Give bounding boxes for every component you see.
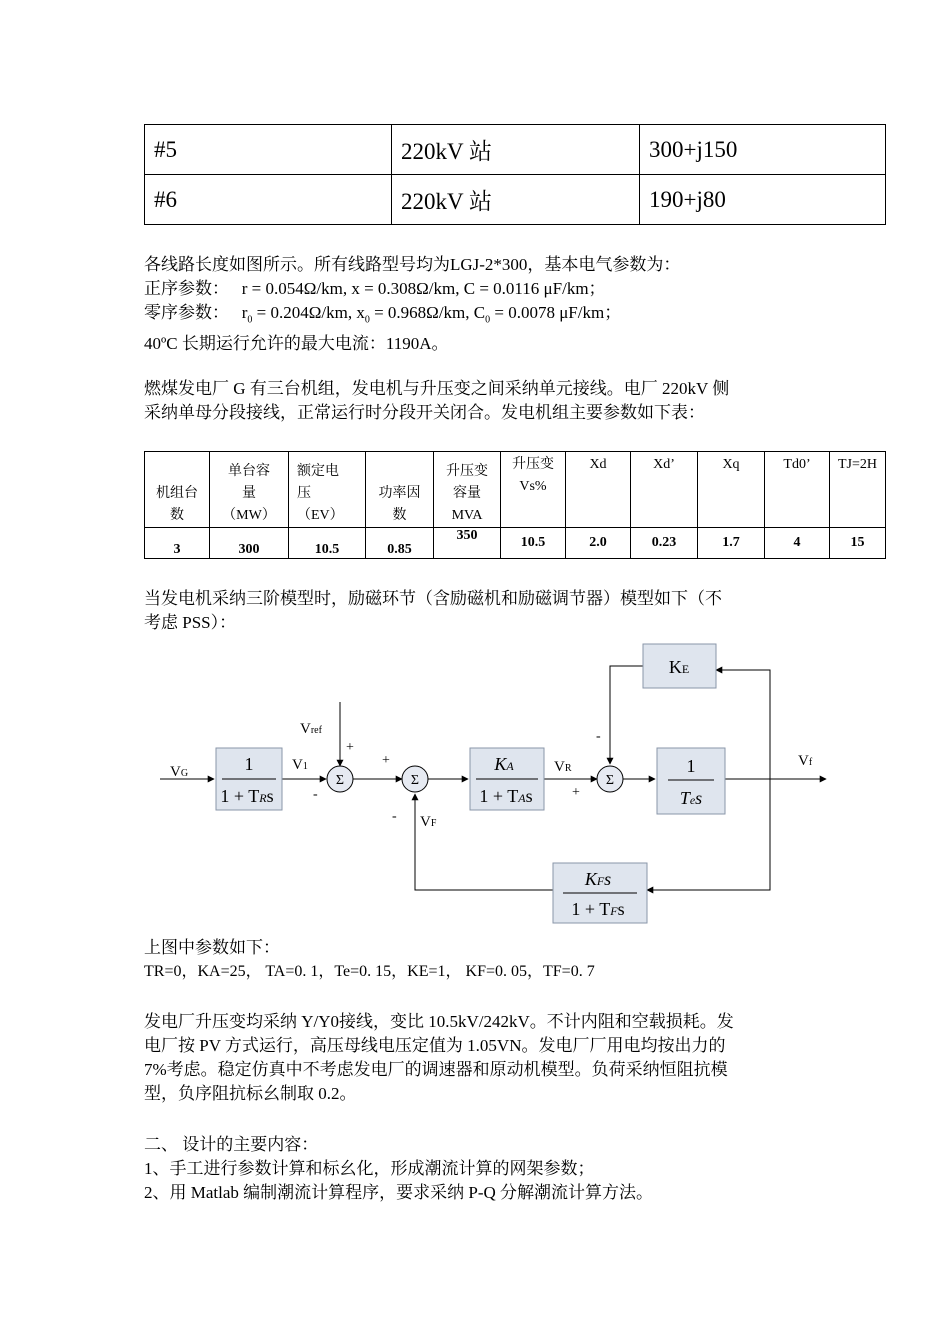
value-cell: 0.85 [366,528,434,559]
zero-r-sub: 0 [247,314,253,326]
params-paragraph [144,936,595,984]
sum-junction-2 [402,766,428,792]
zero-label: 零序参数： [144,303,229,322]
sign-labels [313,729,601,824]
vf-feedback-label: VF [420,814,437,830]
vg-label: VG [170,764,189,780]
sigma-symbol: Σ [410,773,420,788]
transformer-line: 发电厂升压变均采纳 Y/Y0接线，变比 10.5kV/242kV。不计内阻和空载损耗。发 [144,1012,734,1031]
pos-values: r = 0.054Ω/km, x = 0.308Ω/km, C = 0.0116 μF/km； [241,279,606,298]
excitation-block-diagram [150,636,840,928]
value-cell: 4 [765,528,830,559]
design-heading: 二、 设计的主要内容： [144,1135,319,1154]
vf-output-label: Vf [798,753,813,769]
table-cell: 220kV 站 [392,125,640,175]
value-cell: 0.23 [631,528,698,559]
zero-r: r [241,303,248,322]
table-cell: 300+j150 [640,125,886,175]
table-row [145,175,886,225]
zero-c-val: = 0.0078 μF/km； [490,303,622,322]
zero-x-sub: 0 [364,314,370,326]
minus-sign: - [313,787,318,802]
header-cell: Xq [698,452,765,528]
generator-table [144,451,886,559]
design-item: 1、手工进行参数计算和标幺化，形成潮流计算的网架参数； [144,1159,595,1178]
header-cell: Td0’ [765,452,830,528]
table-cell: 220kV 站 [392,175,640,225]
svg-text:1 + TFs: 1 + TFs [571,899,625,919]
max-current-line: 40ºC 长期运行允许的最大电流：1190A。 [144,334,449,354]
sigma-symbol: Σ [605,773,615,788]
sum-junction-3 [597,766,623,792]
params-values: TR=0，KA=25， TA=0. 1，Te=0. 15，KE=1， KF=0. 05，TF=0. 7 [144,963,595,980]
load-table [144,124,886,225]
line-params-paragraph [144,253,680,356]
header-cell: Xd [566,452,631,528]
svg-text:Tes: Tes [679,788,703,808]
value-cell: 300 [210,528,289,559]
zero-sequence-line [144,301,680,332]
v1-label: V1 [292,757,308,773]
line-params-intro: 各线路长度如图所示。所有线路型号均为LGJ-2*300，基本电气参数为： [144,255,681,274]
transformer-line: 电厂按 PV 方式运行，高压母线电压定值为 1.05VN。发电厂厂用电均按出力的 [144,1036,726,1055]
svg-text:1 + TRs: 1 + TRs [220,786,274,806]
table-row [145,125,886,175]
header-cell: 升压变 Vs% [501,452,566,528]
vref-label: Vref [300,721,322,737]
ke-block [643,644,716,688]
value-cell: 10.5 [289,528,366,559]
plus-sign: + [572,785,580,800]
value-cell: 350 [434,528,501,559]
amplifier-block [470,748,544,810]
transformer-paragraph [144,1010,734,1106]
exciter-block [657,748,725,814]
minus-sign: - [392,809,397,824]
sigma-symbol: Σ [335,773,345,788]
plus-sign: + [346,740,354,755]
svg-text:1 + TAs: 1 + TAs [479,786,533,806]
params-title: 上图中参数如下： [144,938,280,957]
pos-label: 正序参数： [144,279,229,298]
table-header-row [145,452,886,528]
zero-x-val: = 0.968Ω/km, C [369,303,486,322]
minus-sign: - [596,729,601,744]
table-cell: #6 [145,175,392,225]
plant-intro-paragraph [144,377,729,425]
excitation-line: 当发电机采纳三阶模型时，励磁环节（含励磁机和励磁调节器）模型如下（不 [144,589,722,608]
header-cell: TJ=2H [830,452,886,528]
design-item: 2、用 Matlab 编制潮流计算程序，要求采纳 P-Q 分解潮流计算方法。 [144,1183,654,1202]
vr-label: VR [554,759,572,775]
excitation-paragraph [144,587,722,635]
header-cell: Xd’ [631,452,698,528]
table-cell: 190+j80 [640,175,886,225]
value-cell: 10.5 [501,528,566,559]
value-cell: 2.0 [566,528,631,559]
svg-text:1: 1 [244,754,254,774]
zero-r-val: = 0.204Ω/km, x [252,303,365,322]
plant-intro-line: 采纳单母分段接线，正常运行时分段开关闭合。发电机组主要参数如下表： [144,403,705,422]
stabilizer-block [553,863,647,923]
ke-feedback-line [610,666,643,764]
header-cell: 额定电 压 （EV） [289,452,366,528]
design-section [144,1133,653,1205]
table-row [145,528,886,559]
plus-sign: + [382,753,390,768]
transformer-line: 型，负序阻抗标幺制取 0.2。 [144,1084,357,1103]
transformer-line: 7%考虑。稳定仿真中不考虑发电厂的调速器和原动机模型。负荷采纳恒阻抗模 [144,1060,728,1079]
header-cell: 升压变 容量 MVA [434,452,501,528]
header-cell: 功率因 数 [366,452,434,528]
positive-sequence-line [144,277,680,301]
transducer-block [216,748,282,810]
svg-text:KA: KA [494,754,514,774]
svg-text:KE: KE [668,657,690,677]
header-cell: 机组台 数 [145,452,210,528]
plant-intro-line: 燃煤发电厂 G 有三台机组，发电机与升压变之间采纳单元接线。电厂 220kV 侧 [144,379,730,398]
header-cell: 单台容 量 （MW） [210,452,289,528]
value-cell: 1.7 [698,528,765,559]
value-cell: 3 [145,528,210,559]
svg-text:1: 1 [686,756,696,776]
excitation-line: 考虑 PSS）： [144,613,237,632]
table-cell: #5 [145,125,392,175]
svg-text:KFs: KFs [584,869,612,889]
sum-junction-1 [327,766,353,792]
zero-c-sub: 0 [485,314,491,326]
value-cell: 15 [830,528,886,559]
